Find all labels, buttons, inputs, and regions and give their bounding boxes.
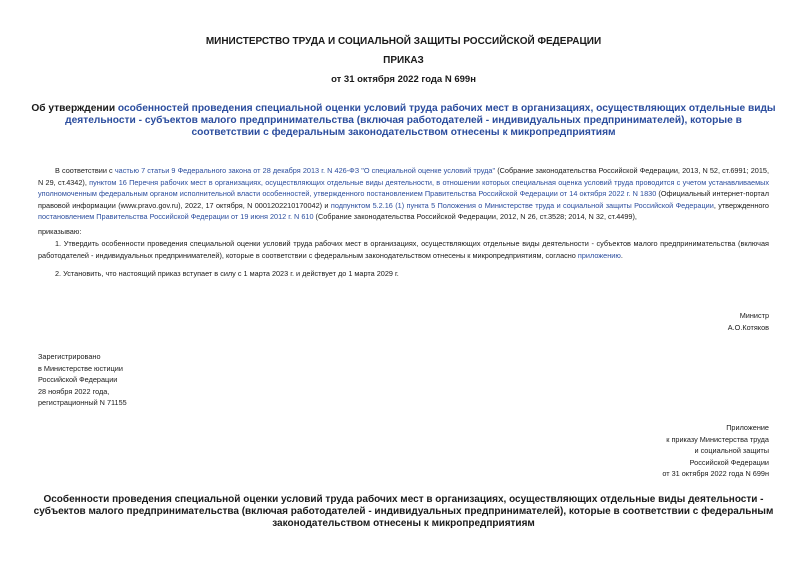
preamble-text-2: (Собрание законодательства Российской Федерации, 2013, N 52, ст.6991; 2015, N 29, ст.4342), (38, 166, 770, 187)
document-type: ПРИКАЗ (383, 55, 424, 66)
ministry-heading: МИНИСТЕРСТВО ТРУДА И СОЦИАЛЬНОЙ ЗАЩИТЫ РОССИЙСКОЙ ФЕДЕРАЦИИ (205, 36, 602, 47)
title-link[interactable]: особенностей проведения специальной оценки условий труда рабочих мест в организациях, осуществляющих отдельные виды деятельности - субъектов малого предпринимательства (включая работодателей - индивидуальных предпринимателей), которые в соответствии с федеральным законодательством отнесены к микропредприятиям (65, 103, 776, 138)
appendix-title: Особенности проведения специальной оценки условий труда рабочих мест в организациях, осуществляющих отдельные виды деятельности - субъектов малого предпринимательства (включая работодателей - индивидуальных предпринимателей), которые в соответствии с федеральным законодательством отнесены к микропредприятиям (33, 494, 774, 529)
registration-line: Российской Федерации (38, 375, 118, 384)
order-word: приказываю: (38, 227, 82, 236)
law-426-fz-link[interactable]: частью 7 статьи 9 Федерального закона от 28 декабря 2013 г. N 426-ФЗ "О специальной оценке условий труда" (114, 166, 496, 175)
registration-line: регистрационный N 71155 (38, 398, 127, 407)
registration-line: в Министерстве юстиции (38, 363, 123, 373)
appendix-link[interactable]: приложению (577, 250, 621, 260)
appendix-block (662, 422, 769, 480)
registration-block (38, 351, 127, 409)
preamble-text-4: , утвержденного (713, 200, 769, 210)
registration-line: 28 ноября 2022 года, (38, 386, 110, 396)
preamble-text-5: (Собрание законодательства Российской Федерации, 2012, N 26, ст.3528; 2014, N 32, ст.4499), (313, 212, 637, 222)
signature-name: А.О.Котяков (727, 322, 769, 332)
preamble-paragraph (38, 165, 769, 223)
order-item-2: 2. Установить, что настоящий приказ вступает в силу с 1 марта 2023 г. и действует до 1 марта 2029 г. (55, 269, 399, 278)
document-title (30, 103, 777, 139)
signature-position: Министр (739, 311, 769, 320)
ministry-regulation-link[interactable]: подпунктом 5.2.16 (1) пункта 5 Положения о Министерстве труда и социальной защиты Российской Федерации (330, 200, 714, 210)
appendix-line: от 31 октября 2022 года N 699н (662, 469, 769, 478)
order-item-1-end: . (620, 250, 623, 260)
registration-line: Зарегистрировано (38, 352, 101, 361)
order-item-1 (38, 238, 769, 261)
appendix-line: Российской Федерации (689, 457, 769, 467)
resolution-610-link[interactable]: постановлением Правительства Российской Федерации от 19 июня 2012 г. N 610 (38, 212, 314, 222)
title-prefix: Об утверждении (31, 103, 118, 114)
preamble-text-3: (Официальный интернет-портал правовой информации (www.pravo.gov.ru), 2022, 17 октября, N 0001202210170042) и (38, 189, 769, 210)
order-item-1-text: 1. Утвердить особенности проведения специальной оценки условий труда рабочих мест в организациях, осуществляющих отдельные виды деятельности - субъектов малого предпринимательства (включая работодателей - индивидуальных предпринимателей), которые в соответствии с федеральным законодательством отнесены к микропредприятиям, согласно (38, 239, 769, 260)
signature-block (728, 310, 769, 333)
resolution-1830-link[interactable]: пунктом 16 Перечня рабочих мест в организациях, осуществляющих отдельные виды деятельности, в отношении которых специальная оценка условий труда проводится с учетом устанавливаемых уполномоченным федеральным органом исполнительной власти особенностей, утвержденного постановлением Правительства Российской Федерации от 14 октября 2022 г. N 1830 (38, 177, 769, 199)
appendix-line: Приложение (726, 423, 769, 432)
document-date-number: от 31 октября 2022 года N 699н (331, 74, 476, 85)
appendix-line: к приказу Министерства труда (666, 434, 769, 444)
preamble-text-1: В соответствии с (55, 166, 115, 175)
appendix-line: и социальной защиты (694, 446, 769, 455)
